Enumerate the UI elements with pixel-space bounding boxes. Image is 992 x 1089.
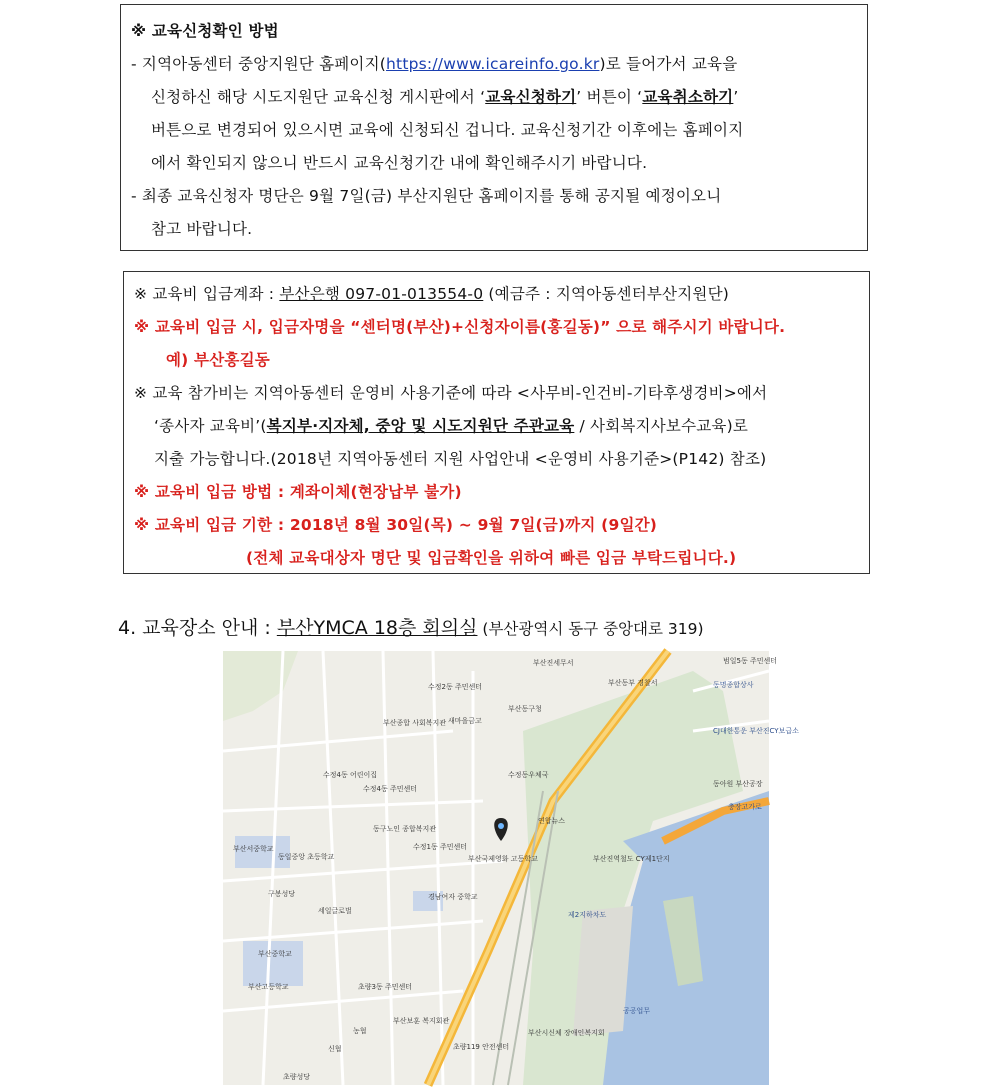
application-check-box [120,4,868,251]
map-label: 부산진역철도 CY제1단지 [593,855,670,863]
payment-info-box [123,271,870,574]
text: ※ 교육비 입금계좌 : [134,285,280,303]
map-label: 수정2동 주민센터 [428,683,483,691]
box1-paragraph1-line2 [131,81,857,114]
map-label: 부산고등학교 [248,983,289,991]
fee-usage-underlined: 복지부·지자체, 중앙 및 시도지원단 주관교육 [266,417,575,435]
map-label: 부산진세무서 [533,659,574,667]
fee-usage-line3: 지출 가능합니다.(2018년 지역아동센터 지원 사업안내 <운영비 사용기준>(P142) 참조) [154,450,767,468]
apply-button-name: 교육신청하기 [485,88,577,106]
map-label: 충장고가로 [728,803,762,811]
map-label: 경남여자 중학교 [428,893,478,901]
text: 신청하신 해당 시도지원단 교육신청 게시판에서 ‘ [151,88,486,106]
venue-address: (부산광역시 동구 중앙대로 319) [477,620,704,638]
icareinfo-link[interactable]: https://www.icareinfo.go.kr [386,55,600,73]
depositor-name-notice: ※ 교육비 입금 시, 입금자명을 “센터명(부산)+신청자이름(홍길동)” 으로 해주시기 바랍니다. [134,318,786,336]
map-label: 부산서중학교 [233,845,274,853]
map-label: 동명종합상사 [713,681,754,689]
cancel-button-name: 교육취소하기 [642,88,734,106]
map-label: 신협 [328,1045,342,1053]
depositor-name-example: 예) 부산홍길동 [166,351,270,369]
box1-title: ※ 교육신청확인 방법 [131,22,279,40]
map-label: 연합뉴스 [538,817,566,825]
map-label: 부산중학교 [258,950,292,958]
map-label: 동아원 부산공장 [713,780,763,788]
map-svg [223,651,799,1085]
location-map[interactable] [223,651,799,1085]
box1-paragraph1-line3: 버튼으로 변경되어 있으시면 교육에 신청되신 겁니다. 교육신청기간 이후에는 홈페이지 [151,121,744,139]
text: 4. 교육장소 안내 : [118,617,277,639]
fee-usage-line1: ※ 교육 참가비는 지역아동센터 운영비 사용기준에 따라 <사무비-인건비-기타후생경비>에서 [134,384,768,402]
map-label: 세일글로벌 [318,907,352,915]
text: / 사회복지사보수교육)로 [574,417,749,435]
map-label: 수정동우체국 [508,771,549,779]
map-label: 초량119 안전센터 [453,1043,510,1051]
map-label: 수정4동 어린이집 [323,771,378,779]
map-label: 부산동구청 [508,705,542,713]
text: - 지역아동센터 중앙지원단 홈페이지( [131,55,387,73]
text: (예금주 : 지역아동센터부산지원단) [483,285,730,303]
map-label: 새마을금고 [448,717,482,725]
payment-method: ※ 교육비 입금 방법 : 계좌이체(현장납부 불가) [134,483,462,501]
text: ’ 버튼이 ‘ [576,88,643,106]
bank-account: 부산은행 097-01-013554-0 [279,285,484,303]
account-line [134,278,859,311]
box1-paragraph2-line2: 참고 바랍니다. [151,220,253,238]
map-label: 부산국제영화 고등학교 [468,855,538,863]
map-label: 동구노인 종합복지관 [373,825,437,833]
map-label: 공공업무 [623,1007,651,1015]
text: ’ [733,88,739,106]
section4-heading [118,613,704,644]
map-label: 부산동부 경찰서 [608,679,658,687]
box1-paragraph1-line1 [131,48,857,81]
map-label: 부산종합 사회복지관 [383,719,447,727]
venue-name: 부산YMCA 18층 회의실 [276,617,478,639]
text: )로 들어가서 교육을 [599,55,738,73]
map-label: 농협 [353,1027,367,1035]
box1-paragraph2-line1: - 최종 교육신청자 명단은 9월 7일(금) 부산지원단 홈페이지를 통해 공지될 예정이오니 [131,187,722,205]
text: ‘종사자 교육비’( [154,417,267,435]
map-label: 범일5동 주민센터 [723,657,778,665]
payment-request: (전체 교육대상자 명단 및 입금확인을 위하여 빠른 입금 부탁드립니다.) [246,549,737,567]
fee-usage-line2 [134,410,859,443]
payment-deadline: ※ 교육비 입금 기한 : 2018년 8월 30일(목) ~ 9월 7일(금)까지 (9일간) [134,516,658,534]
box1-paragraph1-line4: 에서 확인되지 않으니 반드시 교육신청기간 내에 확인해주시기 바랍니다. [151,154,648,172]
map-label: 부산시신체 장애인복지회 [528,1029,605,1037]
map-label: 수정4동 주민센터 [363,785,418,793]
map-label: 구봉성당 [268,890,296,898]
map-label: CJ대한통운 부산진CY보급소 [713,727,799,735]
map-label: 제2지하차도 [568,911,607,919]
map-label: 동일중앙 초등학교 [278,853,335,861]
map-label: 수정1동 주민센터 [413,843,468,851]
map-label: 초량성당 [283,1073,311,1081]
map-label: 부산보훈 복지회관 [393,1017,450,1025]
map-label: 초량3동 주민센터 [358,983,413,991]
